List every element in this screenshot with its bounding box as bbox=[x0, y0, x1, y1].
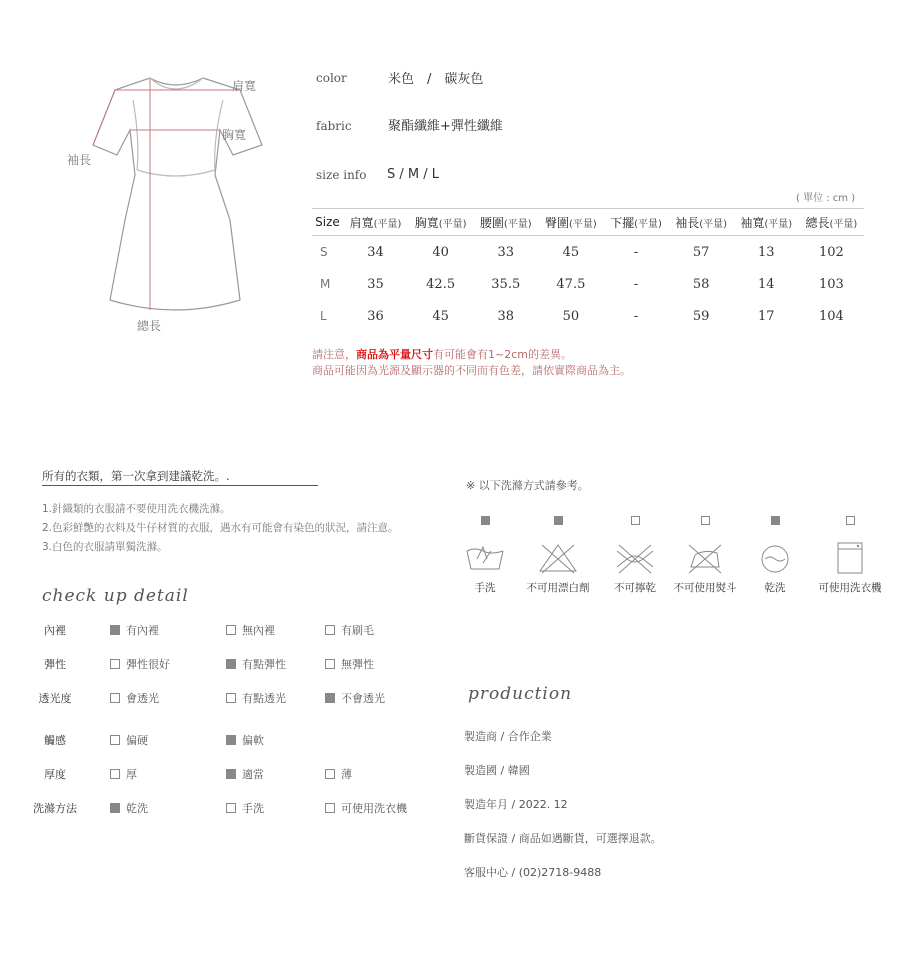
color-key: color bbox=[316, 71, 347, 85]
checkup-row bbox=[20, 798, 440, 818]
fabric-key: fabric bbox=[316, 119, 352, 133]
dry-clean-icon bbox=[753, 541, 797, 575]
size-table-cell: 38 bbox=[497, 308, 515, 324]
size-table-row bbox=[312, 300, 864, 332]
size-table-cell: 59 bbox=[692, 308, 710, 324]
size-table-header-cell bbox=[538, 209, 603, 236]
checkup-row bbox=[20, 764, 440, 784]
header-sub: (平量) bbox=[373, 218, 402, 230]
size-table-cell: 57 bbox=[692, 244, 710, 260]
care-item: 3.白色的衣服請單獨洗滌。 bbox=[42, 541, 168, 553]
checked-box bbox=[110, 625, 120, 635]
size-table-header-cell bbox=[669, 209, 734, 236]
checkup-option-label: 適當 bbox=[242, 768, 264, 781]
checkup-option-label: 會透光 bbox=[126, 692, 159, 705]
production-line: 製造商 / 合作企業 bbox=[464, 730, 552, 743]
shoulder-label: 肩寬 bbox=[232, 79, 257, 93]
checkup-option bbox=[226, 732, 264, 748]
size-table-row bbox=[312, 236, 864, 269]
unchecked-box bbox=[226, 803, 236, 813]
header-main: 袖長 bbox=[675, 215, 700, 230]
size-table-cell: 33 bbox=[497, 244, 515, 260]
checkup-option-label: 乾洗 bbox=[126, 802, 148, 815]
header-main: 下擺 bbox=[610, 215, 635, 230]
washing-machine-icon bbox=[828, 541, 872, 575]
header-main: 胸寬 bbox=[414, 215, 439, 230]
checkup-option-label: 手洗 bbox=[242, 802, 264, 815]
unchecked-box bbox=[325, 625, 335, 635]
unchecked-box bbox=[846, 516, 855, 525]
sleeve-label: 袖長 bbox=[67, 153, 92, 167]
production-line: 斷貨保證 / 商品如遇斷貨，可選擇退款。 bbox=[464, 832, 662, 845]
care-item: 2.色彩鮮艷的衣料及牛仔材質的衣服，遇水有可能會有染色的狀況，請注意。 bbox=[42, 522, 399, 534]
checkup-option bbox=[226, 656, 286, 672]
header-sub: (平量) bbox=[764, 218, 793, 230]
checked-box bbox=[554, 516, 563, 525]
checkup-option bbox=[110, 800, 148, 816]
header-main: 腰圍 bbox=[479, 215, 504, 230]
checkup-option-label: 有點彈性 bbox=[242, 658, 286, 671]
header-main: 肩寬 bbox=[349, 215, 374, 230]
size-value: S / M / L bbox=[387, 167, 439, 182]
no-bleach-icon bbox=[536, 541, 580, 575]
washing-method-label: 可使用洗衣機 bbox=[818, 582, 882, 594]
size-table-cell: 13 bbox=[757, 244, 775, 260]
checkup-row bbox=[20, 730, 440, 750]
size-table-cell: 45 bbox=[562, 244, 580, 260]
checkup-option bbox=[226, 800, 264, 816]
checkup-option-label: 厚 bbox=[126, 768, 137, 781]
header-sub: (平量) bbox=[568, 218, 597, 230]
checkup-row bbox=[20, 620, 440, 640]
checkup-row bbox=[20, 654, 440, 674]
checkup-option bbox=[226, 622, 275, 638]
header-sub: (平量) bbox=[438, 218, 467, 230]
size-table bbox=[312, 208, 864, 332]
checkup-option-label: 彈性很好 bbox=[126, 658, 170, 671]
no-iron-icon bbox=[683, 541, 727, 575]
header-main: Size bbox=[315, 215, 340, 229]
washing-note: ※ 以下洗滌方式請參考。 bbox=[466, 479, 589, 492]
header-sub: (平量) bbox=[829, 218, 858, 230]
checked-box bbox=[226, 735, 236, 745]
checkup-option bbox=[226, 766, 264, 782]
no-wring-icon bbox=[613, 541, 657, 575]
checkup-row bbox=[20, 688, 440, 708]
production-title: production bbox=[468, 684, 573, 704]
washing-method-label: 不可使用熨斗 bbox=[673, 582, 737, 594]
size-table-cell: 103 bbox=[819, 276, 844, 292]
size-table-header-cell bbox=[734, 209, 799, 236]
checkup-option bbox=[325, 690, 385, 706]
size-table-body bbox=[312, 236, 864, 333]
size-table-cell: 45 bbox=[432, 308, 449, 324]
care-divider bbox=[42, 485, 318, 486]
washing-method-label: 手洗 bbox=[474, 582, 496, 594]
checked-box bbox=[325, 693, 335, 703]
washing-method bbox=[805, 514, 895, 595]
length-label: 總長 bbox=[137, 319, 162, 333]
unchecked-box bbox=[226, 625, 236, 635]
unchecked-box bbox=[631, 516, 640, 525]
size-table-cell: - bbox=[633, 244, 639, 260]
checkup-option bbox=[110, 732, 148, 748]
checkup-option bbox=[325, 800, 407, 816]
checkup-option bbox=[110, 690, 159, 706]
header-sub: (平量) bbox=[699, 218, 728, 230]
hand-wash-icon bbox=[463, 541, 507, 575]
checkup-option-label: 無彈性 bbox=[341, 658, 374, 671]
size-table-header bbox=[312, 209, 864, 236]
checkup-row-label: 觸感 bbox=[44, 734, 66, 747]
size-table-cell: 50 bbox=[562, 308, 580, 324]
checkup-option-label: 不會透光 bbox=[341, 692, 385, 705]
size-table-cell: 36 bbox=[367, 308, 384, 324]
notice-line-1 bbox=[312, 346, 572, 362]
header-main: 總長 bbox=[805, 215, 830, 230]
checkup-option bbox=[325, 622, 374, 638]
size-table-cell: 104 bbox=[819, 308, 844, 324]
unchecked-box bbox=[110, 659, 120, 669]
notice-suffix: 有可能會有1~2cm的差異。 bbox=[433, 348, 572, 361]
checkup-option-label: 偏軟 bbox=[242, 734, 264, 747]
size-table-cell: S bbox=[320, 245, 328, 259]
checkup-option bbox=[110, 622, 159, 638]
size-table-cell: 14 bbox=[757, 276, 775, 292]
checked-box bbox=[481, 516, 490, 525]
production-line: 製造年月 / 2022. 12 bbox=[464, 798, 568, 811]
checkup-row-label: 內裡 bbox=[44, 624, 66, 637]
fabric-value: 聚酯纖維+彈性纖維 bbox=[388, 119, 503, 134]
washing-method-label: 不可用漂白劑 bbox=[526, 582, 590, 594]
checkup-option-label: 薄 bbox=[341, 768, 352, 781]
production-list bbox=[464, 728, 662, 898]
size-table-header-cell bbox=[343, 209, 408, 236]
unchecked-box bbox=[110, 735, 120, 745]
production-line: 客服中心 / (02)2718-9488 bbox=[464, 866, 602, 879]
checkup-option bbox=[325, 656, 374, 672]
dress-sketch bbox=[55, 70, 285, 340]
size-table-header-cell bbox=[603, 209, 668, 236]
checkup-row-label: 厚度 bbox=[44, 768, 66, 781]
size-table-cell: M bbox=[320, 277, 331, 291]
care-title: 所有的衣類，第一次拿到建議乾洗。. bbox=[42, 469, 230, 483]
checked-box bbox=[226, 659, 236, 669]
notice-line-2: 商品可能因為光源及顯示器的不同而有色差，請依實際商品為主。 bbox=[312, 364, 631, 377]
checkup-row-label: 洗滌方法 bbox=[33, 802, 77, 815]
checkup-option-label: 偏硬 bbox=[126, 734, 148, 747]
size-table-cell: 40 bbox=[432, 244, 449, 260]
care-item: 1.針織類的衣服請不要使用洗衣機洗滌。 bbox=[42, 503, 231, 515]
checkup-option bbox=[110, 656, 170, 672]
checkup-option-label: 有點透光 bbox=[242, 692, 286, 705]
header-main: 臀圍 bbox=[544, 215, 569, 230]
unchecked-box bbox=[226, 693, 236, 703]
unchecked-box bbox=[110, 769, 120, 779]
checkup-option bbox=[110, 766, 137, 782]
checkup-option-label: 有內裡 bbox=[126, 624, 159, 637]
checkup-option bbox=[325, 766, 352, 782]
size-table-cell: - bbox=[633, 276, 639, 292]
checkup-option-label: 有刷毛 bbox=[341, 624, 374, 637]
checked-box bbox=[110, 803, 120, 813]
care-list bbox=[42, 501, 399, 558]
size-table-row bbox=[312, 268, 864, 300]
header-sub: (平量) bbox=[503, 218, 532, 230]
size-table-cell: 35.5 bbox=[491, 276, 521, 292]
chest-label: 胸寬 bbox=[222, 128, 247, 142]
checkup-title: check up detail bbox=[42, 586, 189, 606]
checked-box bbox=[226, 769, 236, 779]
color-value: 米色 / 碳灰色 bbox=[388, 72, 484, 87]
unchecked-box bbox=[110, 693, 120, 703]
size-table-cell: 17 bbox=[757, 308, 775, 324]
size-table-header-cell bbox=[312, 209, 343, 236]
production-line: 製造國 / 韓國 bbox=[464, 764, 530, 777]
size-table-cell: 35 bbox=[367, 276, 384, 292]
checkup-row-label: 彈性 bbox=[44, 658, 66, 671]
unchecked-box bbox=[325, 659, 335, 669]
size-table-cell: 47.5 bbox=[556, 276, 586, 292]
header-sub: (平量) bbox=[634, 218, 662, 230]
unchecked-box bbox=[325, 803, 335, 813]
unchecked-box bbox=[325, 769, 335, 779]
notice-prefix: 請注意， bbox=[312, 348, 356, 361]
size-key: size info bbox=[316, 168, 367, 182]
checked-box bbox=[771, 516, 780, 525]
size-table-header-cell bbox=[408, 209, 473, 236]
unit-note: ( 單位 : cm ) bbox=[796, 193, 856, 204]
notice-emphasis: 商品為平量尺寸 bbox=[356, 348, 433, 361]
checkup-option-label: 可使用洗衣機 bbox=[341, 802, 407, 815]
header-main: 袖寬 bbox=[740, 215, 765, 230]
checkup-option-label: 無內裡 bbox=[242, 624, 275, 637]
size-table-cell: 58 bbox=[692, 276, 710, 292]
size-table-cell: 102 bbox=[819, 244, 844, 260]
washing-method-label: 乾洗 bbox=[764, 582, 786, 594]
washing-method-label: 不可擰乾 bbox=[614, 582, 656, 594]
size-table-cell: 34 bbox=[367, 244, 384, 260]
checkup-option bbox=[226, 690, 286, 706]
size-table-cell: L bbox=[320, 309, 327, 323]
size-table-cell: 42.5 bbox=[426, 276, 456, 292]
unchecked-box bbox=[701, 516, 710, 525]
size-table-header-cell bbox=[473, 209, 538, 236]
size-table-cell: - bbox=[633, 308, 639, 324]
size-table-header-cell bbox=[799, 209, 864, 236]
checkup-row-label: 透光度 bbox=[38, 692, 72, 705]
